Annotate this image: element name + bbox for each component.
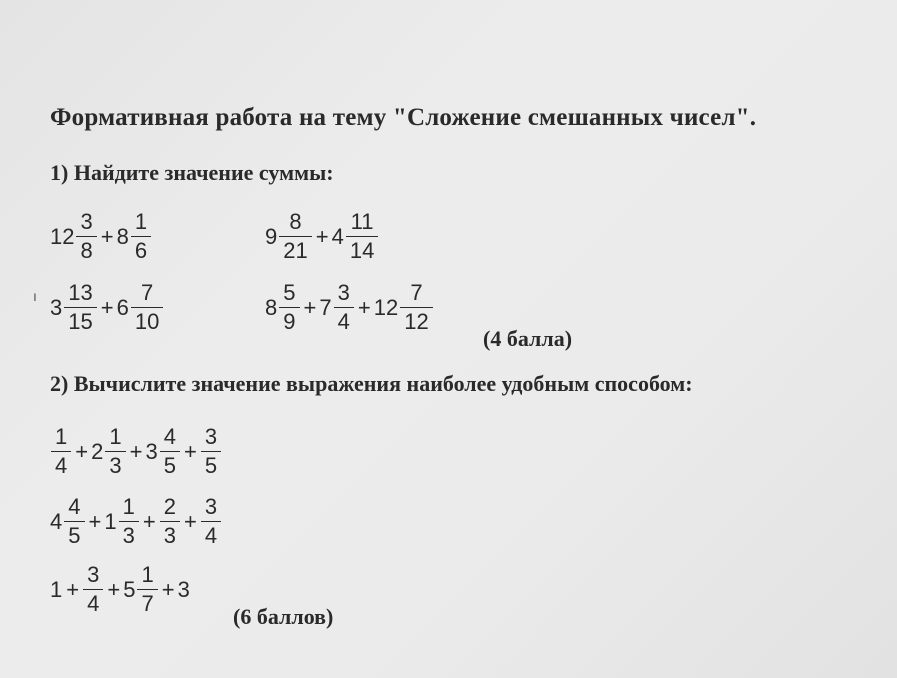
fraction-bar bbox=[64, 307, 96, 308]
whole-part: 8 bbox=[265, 294, 278, 320]
fraction bbox=[160, 425, 180, 478]
task2-heading: 2) Вычислите значение выражения наиболее удобным способом: bbox=[50, 371, 693, 396]
denominator: 3 bbox=[122, 523, 135, 549]
fraction-bar bbox=[131, 236, 151, 237]
fraction bbox=[64, 281, 96, 334]
task2-expression-3 bbox=[50, 563, 191, 616]
fraction-bar bbox=[279, 307, 299, 308]
whole-part: 2 bbox=[91, 438, 104, 464]
numerator: 7 bbox=[140, 280, 154, 305]
plus-sign: + bbox=[107, 576, 121, 602]
task1-points: (4 балла) bbox=[483, 326, 573, 351]
whole-part: 1 bbox=[104, 508, 117, 534]
fraction bbox=[131, 281, 163, 334]
pencil-mark: ı bbox=[33, 288, 37, 304]
task2-points: (6 баллов) bbox=[233, 604, 334, 629]
plus-sign: + bbox=[161, 576, 175, 602]
mixed-number bbox=[319, 281, 355, 334]
numerator: 3 bbox=[204, 494, 218, 519]
fraction-bar bbox=[201, 451, 221, 452]
plus-sign: + bbox=[315, 223, 329, 249]
plus-sign: + bbox=[88, 508, 102, 534]
fraction-bar bbox=[51, 451, 71, 452]
whole-part: 12 bbox=[373, 294, 399, 320]
plus-sign: + bbox=[100, 294, 114, 320]
fraction-bar bbox=[160, 521, 180, 522]
whole-part: 9 bbox=[265, 223, 278, 249]
task2-expression-1 bbox=[50, 425, 222, 478]
fraction-bar bbox=[76, 236, 96, 237]
fraction bbox=[64, 495, 84, 548]
denominator: 6 bbox=[134, 238, 148, 264]
fraction-bar bbox=[201, 521, 221, 522]
whole-part: 3 bbox=[177, 576, 190, 602]
denominator: 21 bbox=[283, 238, 308, 264]
fraction-bar bbox=[64, 521, 84, 522]
numerator: 4 bbox=[163, 424, 176, 449]
numerator: 1 bbox=[109, 424, 122, 449]
whole-part: 7 bbox=[319, 294, 332, 320]
mixed-number bbox=[145, 425, 181, 478]
whole-part: 4 bbox=[50, 508, 63, 534]
plus-sign: + bbox=[183, 508, 197, 534]
whole-part: 3 bbox=[145, 438, 158, 464]
fraction-bar bbox=[83, 589, 103, 590]
numerator: 11 bbox=[350, 209, 374, 234]
fraction bbox=[334, 281, 354, 334]
fraction bbox=[76, 210, 96, 263]
plus-sign: + bbox=[142, 508, 156, 534]
numerator: 4 bbox=[68, 494, 81, 519]
mixed-number bbox=[50, 425, 72, 478]
plus-sign: + bbox=[303, 294, 317, 320]
mixed-number bbox=[123, 563, 159, 616]
fraction bbox=[201, 495, 221, 548]
plus-sign: + bbox=[183, 438, 197, 464]
fraction bbox=[83, 563, 103, 616]
numerator: 3 bbox=[80, 209, 93, 234]
denominator: 14 bbox=[349, 238, 375, 264]
plus-sign: + bbox=[129, 438, 143, 464]
fraction-bar bbox=[400, 307, 432, 308]
whole-part: 6 bbox=[116, 294, 129, 320]
task1-heading: 1) Найдите значение суммы: bbox=[50, 160, 334, 185]
denominator: 3 bbox=[109, 453, 122, 479]
denominator: 15 bbox=[68, 309, 93, 335]
mixed-number bbox=[332, 210, 380, 263]
numerator: 1 bbox=[122, 494, 135, 519]
plus-sign: + bbox=[75, 438, 89, 464]
fraction bbox=[160, 495, 180, 548]
plus-sign: + bbox=[357, 294, 371, 320]
mixed-number bbox=[374, 281, 434, 334]
numerator: 3 bbox=[87, 562, 100, 587]
whole-part: 4 bbox=[331, 223, 344, 249]
numerator: 7 bbox=[410, 280, 423, 305]
fraction bbox=[400, 281, 432, 334]
denominator: 3 bbox=[163, 523, 176, 549]
mixed-number bbox=[50, 495, 86, 548]
fraction bbox=[279, 210, 311, 263]
fraction bbox=[201, 425, 221, 478]
denominator: 4 bbox=[87, 591, 100, 617]
numerator: 2 bbox=[163, 494, 176, 519]
mixed-number bbox=[50, 577, 63, 603]
whole-part: 1 bbox=[50, 576, 63, 602]
mixed-number bbox=[104, 495, 140, 548]
numerator: 3 bbox=[337, 280, 350, 305]
numerator: 5 bbox=[283, 280, 296, 305]
numerator: 1 bbox=[141, 562, 154, 587]
fraction-bar bbox=[346, 236, 378, 237]
mixed-number bbox=[265, 210, 313, 263]
denominator: 8 bbox=[80, 238, 93, 264]
denominator: 4 bbox=[204, 523, 218, 549]
task1-expression-4 bbox=[265, 281, 434, 334]
plus-sign: + bbox=[66, 576, 80, 602]
numerator: 3 bbox=[204, 424, 218, 449]
fraction-bar bbox=[279, 236, 311, 237]
fraction bbox=[51, 425, 71, 478]
task1-expression-2 bbox=[265, 210, 379, 263]
fraction-bar bbox=[119, 521, 139, 522]
fraction-bar bbox=[334, 307, 354, 308]
whole-part: 12 bbox=[50, 223, 75, 249]
mixed-number bbox=[265, 281, 301, 334]
denominator: 12 bbox=[404, 309, 429, 335]
mixed-number bbox=[200, 495, 222, 548]
mixed-number bbox=[117, 210, 153, 263]
fraction bbox=[279, 281, 299, 334]
fraction bbox=[131, 210, 151, 263]
mixed-number bbox=[50, 210, 98, 263]
fraction bbox=[119, 495, 139, 548]
numerator: 13 bbox=[68, 280, 93, 305]
numerator: 1 bbox=[134, 209, 148, 234]
denominator: 5 bbox=[163, 453, 176, 479]
denominator: 4 bbox=[55, 453, 68, 479]
fraction bbox=[105, 425, 125, 478]
denominator: 7 bbox=[141, 591, 154, 617]
whole-part: 8 bbox=[116, 223, 129, 249]
mixed-number bbox=[200, 425, 222, 478]
plus-sign: + bbox=[100, 223, 114, 249]
denominator: 5 bbox=[204, 453, 218, 479]
fraction bbox=[137, 563, 157, 616]
numerator: 1 bbox=[55, 424, 68, 449]
mixed-number bbox=[117, 281, 165, 334]
fraction bbox=[346, 210, 378, 263]
mixed-number bbox=[159, 495, 181, 548]
whole-part: 5 bbox=[123, 576, 136, 602]
mixed-number bbox=[91, 425, 127, 478]
fraction-bar bbox=[131, 307, 163, 308]
numerator: 8 bbox=[289, 209, 302, 234]
mixed-number bbox=[178, 577, 191, 603]
denominator: 10 bbox=[134, 309, 160, 335]
denominator: 4 bbox=[337, 309, 350, 335]
worksheet-title: Формативная работа на тему "Сложение смешанных чисел". bbox=[50, 104, 757, 131]
task1-expression-1 bbox=[50, 210, 152, 263]
denominator: 5 bbox=[68, 523, 81, 549]
task1-expression-3 bbox=[50, 281, 164, 334]
whole-part: 3 bbox=[50, 294, 63, 320]
fraction-bar bbox=[137, 589, 157, 590]
fraction-bar bbox=[160, 451, 180, 452]
denominator: 9 bbox=[283, 309, 296, 335]
mixed-number bbox=[50, 281, 98, 334]
task2-expression-2 bbox=[50, 495, 222, 548]
fraction-bar bbox=[105, 451, 125, 452]
mixed-number bbox=[82, 563, 104, 616]
